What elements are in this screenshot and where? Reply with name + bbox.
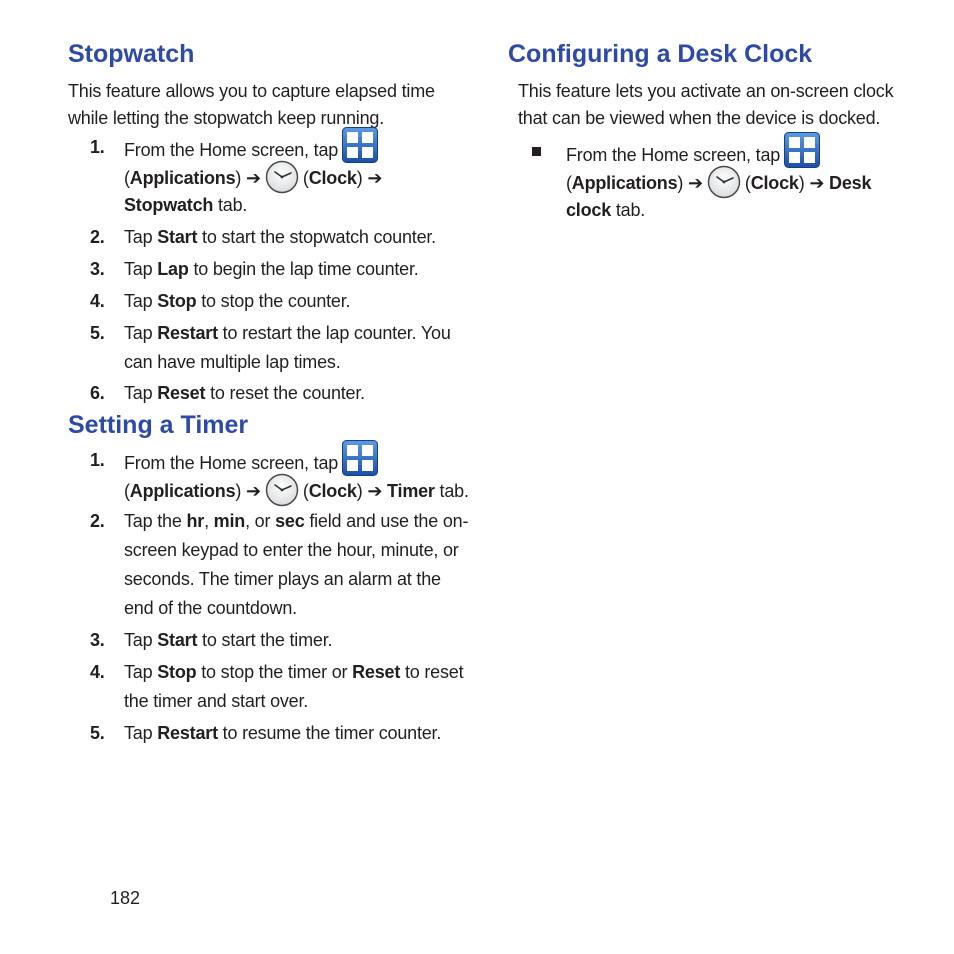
arrow-icon: ➔ xyxy=(688,172,703,193)
clock-icon xyxy=(265,473,299,507)
page-number: 182 xyxy=(110,888,141,908)
arrow-icon: ➔ xyxy=(367,167,383,188)
desk-clock-heading: Configuring a Desk Clock xyxy=(508,40,813,68)
arrow-icon: ➔ xyxy=(367,480,383,501)
arrow-icon: ➔ xyxy=(246,167,261,188)
applications-label: Applications xyxy=(129,480,236,501)
timer-tab-label: Timer xyxy=(387,480,435,501)
clock-icon xyxy=(265,160,299,194)
applications-label: Applications xyxy=(129,167,236,188)
stopwatch-heading: Stopwatch xyxy=(68,40,195,68)
clock-label: Clock xyxy=(750,172,799,193)
desk-clock-intro: This feature lets you activate an on-screen clock that can be viewed when the device is docked. xyxy=(518,81,894,128)
applications-icon xyxy=(342,127,378,163)
arrow-icon: ➔ xyxy=(809,172,825,193)
applications-label: Applications xyxy=(571,172,678,193)
desk-tab-label: Desk xyxy=(829,172,872,193)
stopwatch-tab-label: Stopwatch xyxy=(124,195,214,215)
stopwatch-intro: This feature allows you to capture elapsed time while letting the stopwatch keep running. xyxy=(68,81,435,128)
square-bullet-icon xyxy=(532,147,541,156)
applications-icon xyxy=(784,132,820,168)
applications-icon xyxy=(342,440,378,476)
clock-tab-label: clock xyxy=(566,200,612,220)
clock-label: Clock xyxy=(308,167,357,188)
clock-icon xyxy=(707,165,741,199)
arrow-icon: ➔ xyxy=(246,480,261,501)
clock-label: Clock xyxy=(308,480,357,501)
timer-heading: Setting a Timer xyxy=(68,411,249,439)
